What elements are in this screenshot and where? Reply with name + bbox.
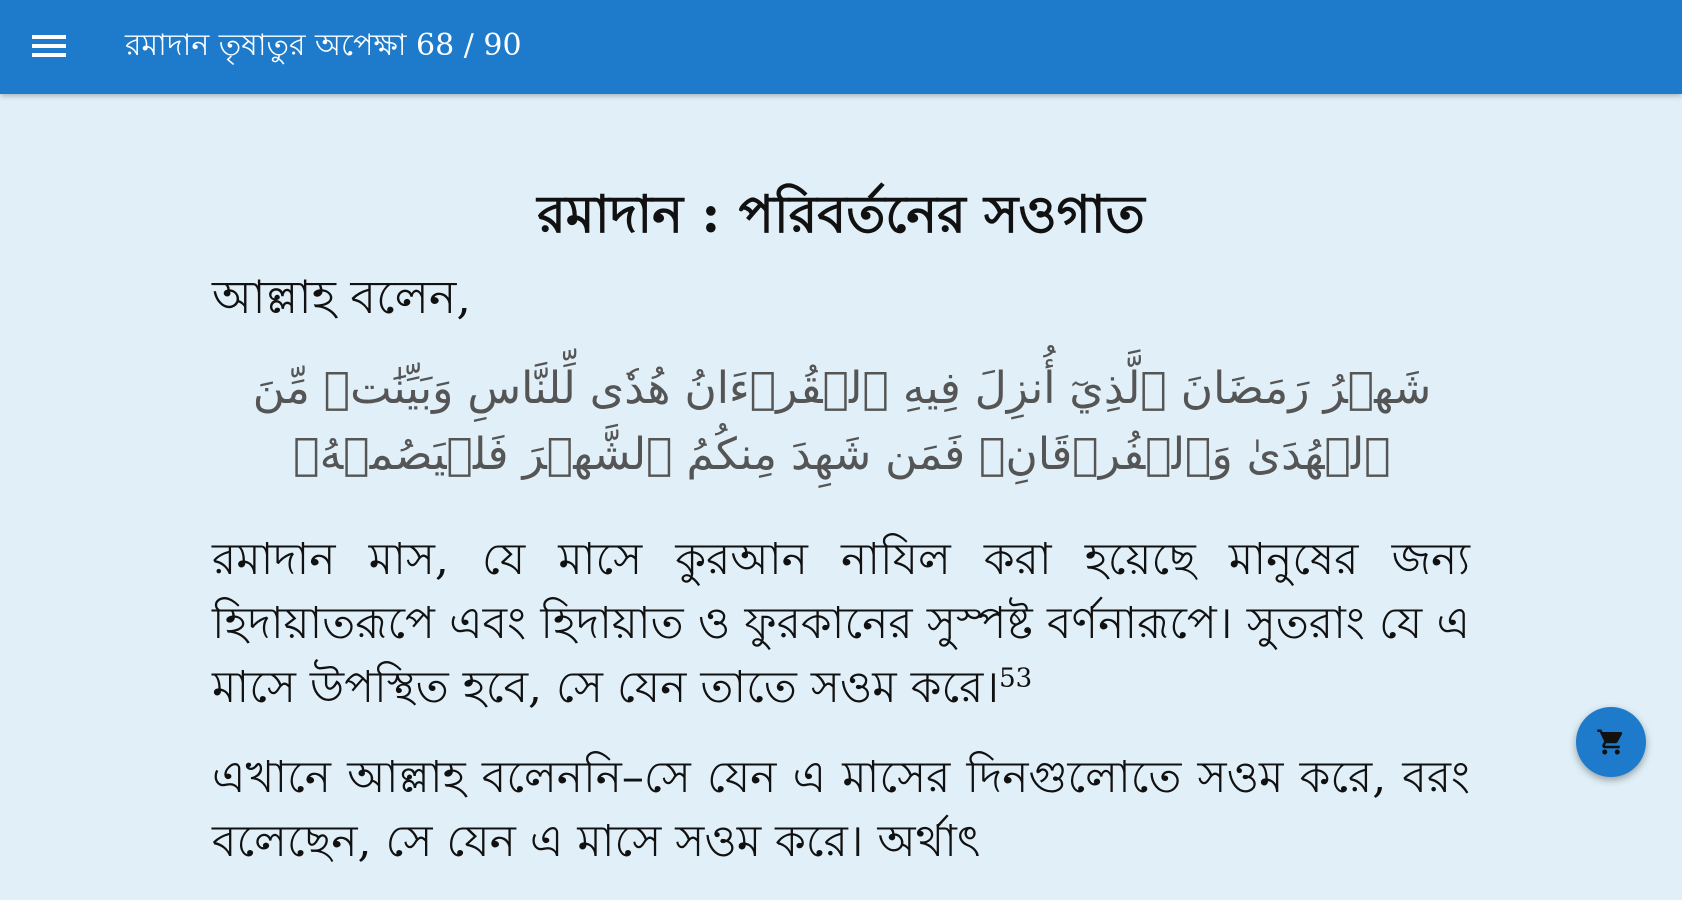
translation-paragraph: [212, 528, 1470, 720]
footnote-reference[interactable]: 53: [999, 663, 1033, 694]
shopping-cart-icon: [1596, 727, 1626, 757]
translation-text: রমাদান মাস, যে মাসে কুরআন নাযিল করা হয়েছে মানুষের জন্য হিদায়াতরূপে এবং হিদায়াত ও ফুরকানের সুস্পষ্ট বর্ণনারূপে। সুতরাং যে এ মাসে উপস্থিত হবে, সে যেন তাতে সওম করে।: [212, 534, 1470, 713]
chapter-title: রমাদান : পরিবর্তনের সওগাত: [537, 184, 1145, 245]
reading-pane[interactable]: [0, 94, 1682, 900]
menu-button[interactable]: [30, 28, 70, 64]
arabic-verse: شَهۡرُ رَمَضَانَ ٱلَّذِيٓ أُنزِلَ فِيهِ ٱلۡقُرۡءَانُ هُدٗى لِّلنَّاسِ وَبَيِّنَٰتٖ مِّنَ ٱلۡهُدَىٰ وَٱلۡفُرۡقَانِۚ فَمَن شَهِدَ مِنكُمُ ٱلشَّهۡرَ فَلۡيَصُمۡهُۖ: [252, 363, 1432, 480]
toolbar-title: রমাদান তৃষাতুর অপেক্ষা 68 / 90: [125, 28, 522, 63]
app-toolbar: [0, 0, 1682, 94]
commentary-paragraph: এখানে আল্লাহ বলেননি–সে যেন এ মাসের দিনগুলোতে সওম করে, বরং বলেছেন, সে যেন এ মাসে সওম করে। অর্থাৎ: [212, 752, 1470, 867]
hamburger-menu-icon: [30, 28, 70, 64]
intro-line: আল্লাহ বলেন,: [212, 270, 471, 324]
cart-button[interactable]: [1576, 707, 1646, 777]
